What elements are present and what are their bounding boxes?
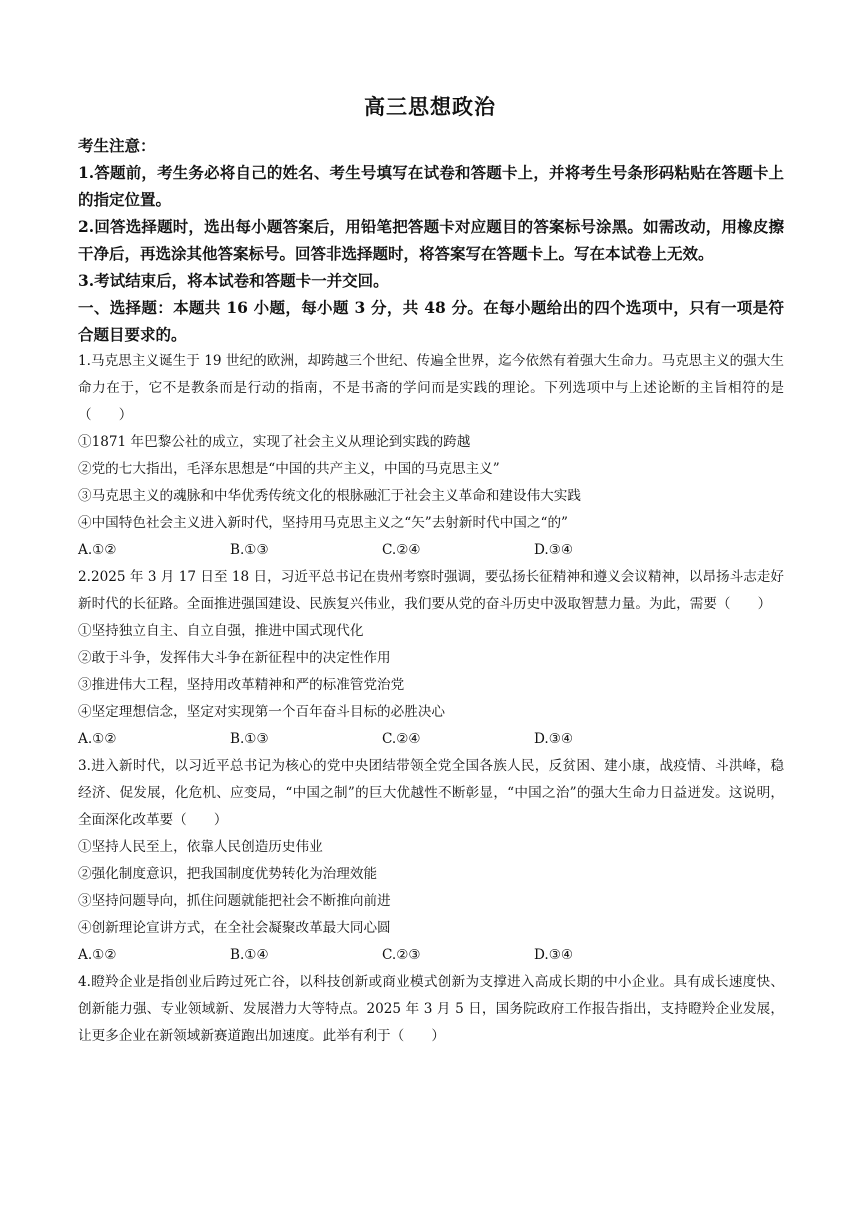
statement-item: ③推进伟大工程，坚持用改革精神和严的标准管党治党 (78, 677, 405, 693)
option-c: C.②④ (382, 542, 421, 558)
section-heading: 一、选择题：本题共 16 小题，每小题 3 分，共 48 分。在每小题给出的四个选项中，只有一项是符合题目要求的。 (78, 298, 784, 344)
notice-item-2: 2.回答选择题时，选出每小题答案后，用铅笔把答题卡对应题目的答案标号涂黑。如需改动，用橡皮擦干净后，再选涂其他答案标号。回答非选择题时，将答案写在答题卡上。写在本试卷上无效。 (78, 217, 784, 263)
answer-options (78, 537, 784, 564)
statement-item: ④创新理论宣讲方式，在全社会凝聚改革最大同心圆 (78, 920, 391, 936)
question-stem: 3.进入新时代，以习近平总书记为核心的党中央团结带领全党全国各族人民，反贫困、建小康，战疫情、斗洪峰，稳经济、促发展，化危机、应变局，“中国之制”的巨大优越性不断彰显，“中国之治”的强大生命力日益迸发。这说明，全面深化改革要（ ） (78, 758, 784, 828)
option-c: C.②③ (382, 947, 421, 963)
option-b: B.①③ (230, 542, 269, 558)
question-stem: 1.马克思主义诞生于 19 世纪的欧洲，却跨越三个世纪、传遍全世界，迄今依然有着强大生命力。马克思主义的强大生命力在于，它不是教条而是行动的指南，不是书斋的学问而是实践的理论。下列选项中与上述论断的主旨相符的是（ ） (78, 353, 784, 423)
statement-item: ④中国特色社会主义进入新时代，坚持用马克思主义之“矢”去射新时代中国之“的” (78, 515, 568, 531)
option-a: A.①② (78, 731, 117, 747)
option-a: A.①② (78, 947, 117, 963)
exam-content (78, 132, 784, 1050)
notice-block (78, 132, 784, 294)
answer-options (78, 726, 784, 753)
option-b: B.①③ (230, 731, 269, 747)
option-d: D.③④ (534, 542, 574, 558)
question-stem: 2.2025 年 3 月 17 日至 18 日，习近平总书记在贵州考察时强调，要弘扬长征精神和遵义会议精神，以昂扬斗志走好新时代的长征路。全面推进强国建设、民族复兴伟业，我们要从党的奋斗历史中汲取智慧力量。为此，需要（ ） (78, 569, 784, 612)
option-a: A.①② (78, 542, 117, 558)
notice-heading: 考生注意： (78, 136, 156, 155)
statement-item: ②强化制度意识，把我国制度优势转化为治理效能 (78, 866, 378, 882)
question-3 (78, 753, 784, 969)
option-d: D.③④ (534, 947, 574, 963)
question-4 (78, 969, 784, 1050)
statement-item: ④坚定理想信念，坚定对实现第一个百年奋斗目标的必胜决心 (78, 704, 446, 720)
option-c: C.②④ (382, 731, 421, 747)
statement-item: ③马克思主义的魂脉和中华优秀传统文化的根脉融汇于社会主义革命和建设伟大实践 (78, 488, 581, 504)
statement-item: ②党的七大指出，毛泽东思想是“中国的共产主义，中国的马克思主义” (78, 461, 500, 477)
statement-item: ②敢于斗争，发挥伟大斗争在新征程中的决定性作用 (78, 650, 391, 666)
statement-item: ①1871 年巴黎公社的成立，实现了社会主义从理论到实践的跨越 (78, 434, 471, 450)
option-d: D.③④ (534, 731, 574, 747)
notice-item-3: 3.考试结束后，将本试卷和答题卡一并交回。 (78, 271, 389, 290)
question-stem: 4.瞪羚企业是指创业后跨过死亡谷，以科技创新或商业模式创新为支撑进入高成长期的中小企业。具有成长速度快、创新能力强、专业领域新、发展潜力大等特点。2025 年 3 月 5 日，国务院政府工作报告指出，支持瞪羚企业发展，让更多企业在新领域新赛道跑出加速度。此举有利于（ ） (78, 974, 784, 1044)
question-2 (78, 564, 784, 753)
page-title: 高三思想政治 (364, 94, 496, 119)
notice-item-1: 1.答题前，考生务必将自己的姓名、考生号填写在试卷和答题卡上，并将考生号条形码粘贴在答题卡上的指定位置。 (78, 163, 784, 209)
statement-item: ③坚持问题导向，抓住问题就能把社会不断推向前进 (78, 893, 391, 909)
statement-item: ①坚持人民至上，依靠人民创造历史伟业 (78, 839, 323, 855)
question-1 (78, 348, 784, 564)
option-b: B.①④ (230, 947, 269, 963)
answer-options (78, 942, 784, 969)
statement-item: ①坚持独立自主、自立自强，推进中国式现代化 (78, 623, 364, 639)
